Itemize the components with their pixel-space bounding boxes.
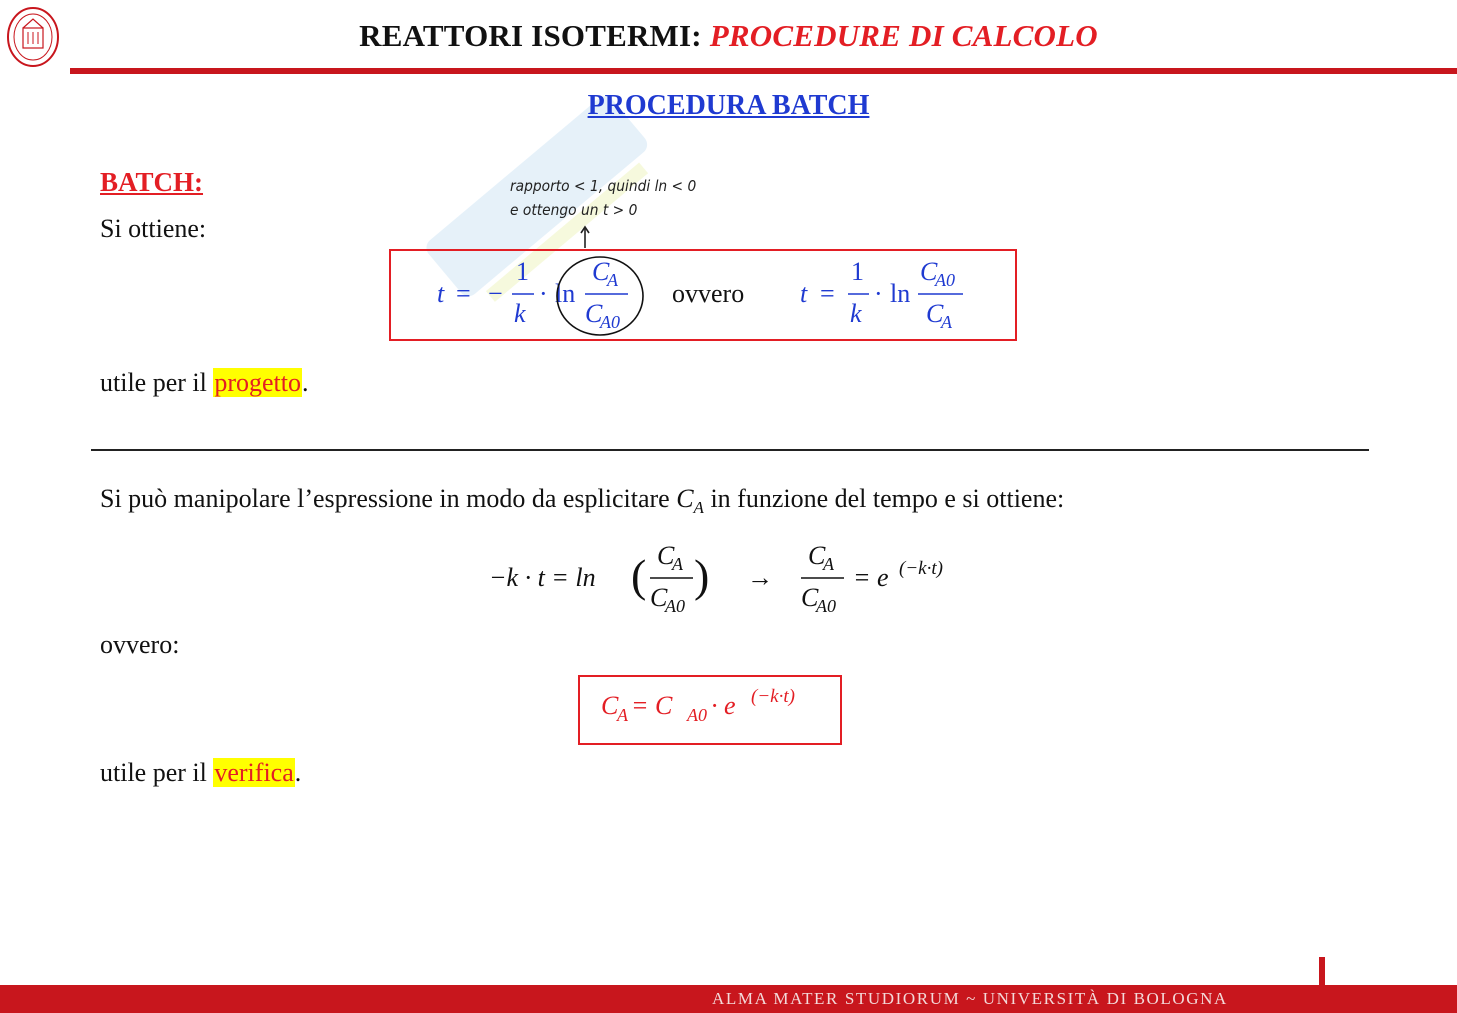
manipolare-before: Si può manipolare l’espressione in modo da esplicitare xyxy=(100,484,677,513)
eq2-rparen: ) xyxy=(694,550,710,601)
section-divider xyxy=(91,449,1369,451)
header-divider xyxy=(70,68,1457,74)
batch-label: BATCH: xyxy=(100,167,204,197)
utile-progetto-suffix: . xyxy=(302,368,309,397)
eq2-arrow: → xyxy=(747,563,773,592)
eq2-den-r: C xyxy=(801,583,819,612)
arrow-up-icon xyxy=(575,224,595,250)
utile-progetto xyxy=(100,368,309,398)
eq1-ln: ln xyxy=(555,279,576,308)
eq1-r-num2: C xyxy=(920,257,938,286)
eq2-lhs: −k · t = ln xyxy=(489,563,596,592)
footer-text: ALMA MATER STUDIORUM ~ UNIVERSITÀ DI BOLOGNA xyxy=(712,989,1228,1008)
title-sub: PROCEDURE DI CALCOLO xyxy=(709,18,1098,53)
equation-3 xyxy=(581,678,837,740)
eq1-ovvero: ovvero xyxy=(672,279,745,308)
si-ottiene-text: Si ottiene: xyxy=(100,214,207,243)
eq1-den2-sub: A0 xyxy=(600,312,620,332)
eq2-lparen: ( xyxy=(631,550,647,601)
utile-verifica-suffix: . xyxy=(294,758,302,787)
equation-1 xyxy=(392,252,1012,336)
eq1-minus: − xyxy=(488,279,503,308)
eq1-r-ln: ln xyxy=(890,279,911,308)
eq1-r-t: t xyxy=(800,279,808,308)
eq3-mid-sub: A0 xyxy=(687,705,707,725)
manipolare-text xyxy=(100,484,1064,518)
eq2-den: C xyxy=(650,583,668,612)
title-main: REATTORI ISOTERMI: xyxy=(359,18,702,53)
eq1-num1: 1 xyxy=(516,257,529,286)
eq1-r-num1: 1 xyxy=(851,257,864,286)
utile-verifica xyxy=(100,758,301,788)
page-title xyxy=(0,18,1457,54)
note-line-2: e ottengo un t > 0 xyxy=(510,201,638,219)
eq2-num: C xyxy=(657,541,675,570)
eq2-eq-e: = e xyxy=(853,563,889,592)
eq1-den2: C xyxy=(585,299,603,328)
eq3-c: C xyxy=(601,691,619,720)
eq1-r-den1: k xyxy=(850,299,862,328)
utile-progetto-prefix: utile per il xyxy=(100,368,214,397)
eq1-r-den2: C xyxy=(926,299,944,328)
eq1-den1: k xyxy=(514,299,526,328)
manipolare-var: C xyxy=(676,484,694,513)
eq2-num-sub: A xyxy=(672,554,683,574)
eq1-num2-sub: A xyxy=(607,270,618,290)
eq1-equals: = xyxy=(456,279,471,308)
equation-2 xyxy=(485,536,975,620)
eq1-r-den2-sub: A xyxy=(941,312,952,332)
eq2-num-r-sub: A xyxy=(823,554,834,574)
eq1-r-dot: · xyxy=(874,279,883,308)
eq2-num-r: C xyxy=(808,541,826,570)
verifica-highlight: verifica xyxy=(214,758,294,787)
eq2-exp: (−k·t) xyxy=(899,558,943,579)
eq2-den-sub: A0 xyxy=(665,596,685,616)
section-title: PROCEDURA BATCH xyxy=(587,90,870,121)
progetto-highlight: progetto xyxy=(214,368,302,397)
eq1-dot: · xyxy=(539,279,548,308)
eq3-tail: · e xyxy=(711,691,736,720)
note-line-1: rapporto < 1, quindi ln < 0 xyxy=(510,177,697,195)
manipolare-after: in funzione del tempo e si ottiene: xyxy=(703,484,1065,513)
handwritten-note xyxy=(510,174,696,222)
eq1-r-equals: = xyxy=(820,279,835,308)
eq1-num2: C xyxy=(592,257,610,286)
eq3-exp: (−k·t) xyxy=(751,686,795,707)
utile-verifica-prefix: utile per il xyxy=(100,758,214,787)
eq3-c-sub: A xyxy=(617,705,628,725)
eq3-mid: = C xyxy=(631,691,673,720)
eq1-t: t xyxy=(437,279,445,308)
manipolare-var-sub: A xyxy=(693,498,704,518)
ovvero-text: ovvero: xyxy=(100,630,180,659)
eq2-den-r-sub: A0 xyxy=(816,596,836,616)
eq1-r-num2-sub: A0 xyxy=(935,270,955,290)
